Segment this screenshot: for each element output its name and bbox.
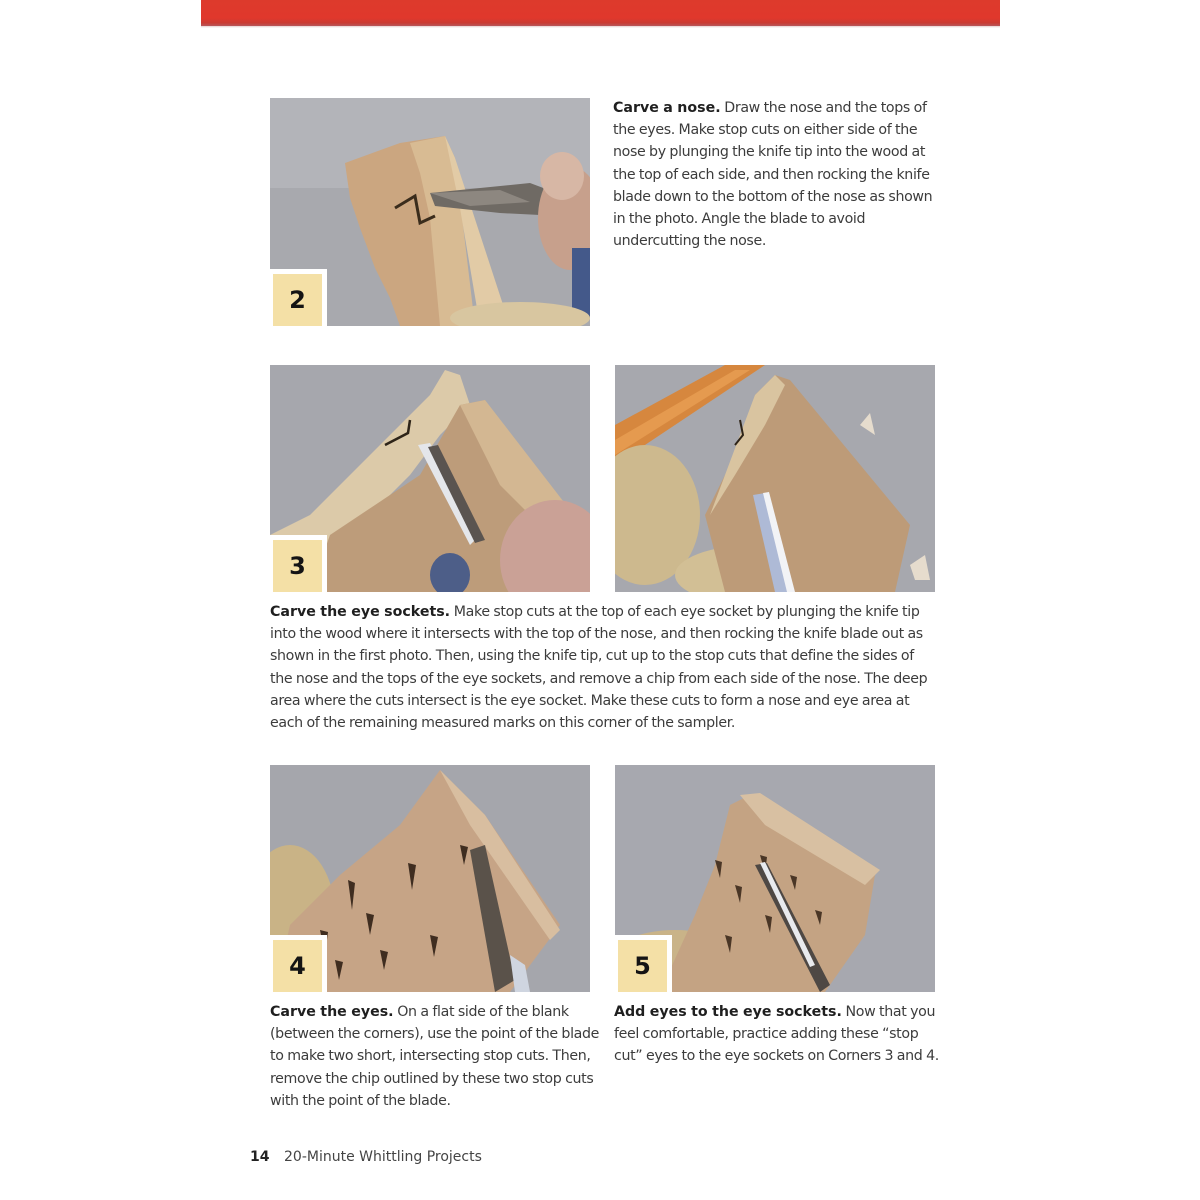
step-number-badge: 2 — [273, 274, 322, 326]
step-badge-frame — [270, 935, 327, 992]
running-book-title: 20-Minute Whittling Projects — [284, 1149, 482, 1165]
step-4-photo — [270, 765, 590, 992]
step-5-instructions — [614, 1001, 940, 1068]
page-number: 14 — [250, 1149, 270, 1165]
step-2-body: Draw the nose and the tops of the eyes. Make stop cuts on either side of the nose by plunging the knife tip into the wood at the top of each side, and then rocking the knife blade down to the bottom of the nose as shown in the photo. Angle the blade to avoid undercutting the nose. — [613, 100, 933, 250]
step-3-instructions — [270, 601, 938, 734]
step-3-title: Carve the eye sockets. — [270, 604, 451, 620]
step-badge-frame — [270, 535, 327, 592]
step-2-photo — [270, 98, 590, 326]
step-2-title: Carve a nose. — [613, 100, 721, 116]
step-3-body: Make stop cuts at the top of each eye socket by plunging the knife tip into the wood where it intersects with the top of the nose, and then rocking the knife blade out as shown in the first photo. Then, using the knife tip, cut up to the stop cuts that define the sides of the nose and the tops of the eye sockets, and remove a chip from each side of the nose. The deep area where the cuts intersect is the eye socket. Make these cuts to form a nose and eye area at each of the remaining measured marks on this corner of the sampler. — [270, 604, 928, 732]
step-5-body: Now that you feel comfortable, practice adding these “stop cut” eyes to the eye sockets on Corners 3 and 4. — [614, 1004, 939, 1065]
step-3-photo-b — [615, 365, 935, 592]
step-badge-frame — [270, 269, 327, 326]
step-2-instructions — [613, 97, 935, 252]
step-number-badge: 3 — [273, 540, 322, 592]
wood-carving-image — [615, 365, 935, 592]
page-footer — [250, 1149, 482, 1165]
header-color-band — [201, 0, 1000, 26]
step-number-badge: 4 — [273, 940, 322, 992]
step-3-photo-a — [270, 365, 590, 592]
step-4-body: On a flat side of the blank (between the corners), use the point of the blade to make two short, intersecting stop cuts. Then, remove the chip outlined by these two stop cuts with the point of the blade. — [270, 1004, 600, 1109]
step-badge-frame — [615, 935, 672, 992]
step-4-instructions — [270, 1001, 600, 1112]
step-5-title: Add eyes to the eye sockets. — [614, 1004, 842, 1020]
step-4-title: Carve the eyes. — [270, 1004, 394, 1020]
step-number-badge: 5 — [618, 940, 667, 992]
step-5-photo — [615, 765, 935, 992]
